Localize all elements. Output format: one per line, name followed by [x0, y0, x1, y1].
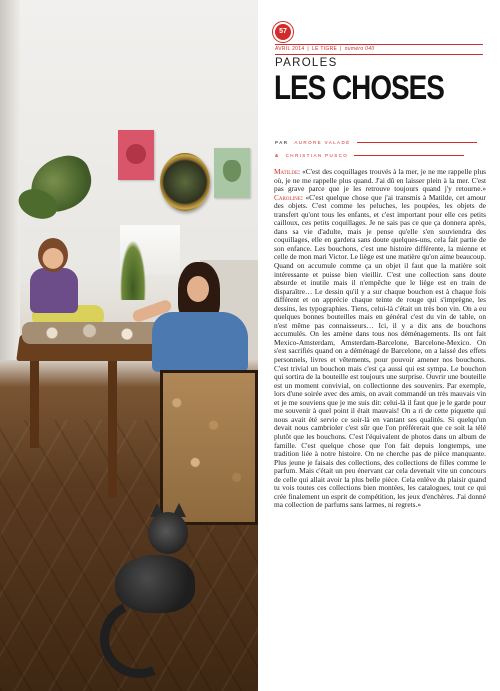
meta-magazine: LE TIGRE	[312, 46, 338, 52]
paragraph-text: : «C'est des coquillages trouvés à la mer, je ne me rappelle plus où, je ne me rappelle plus quand. J'ai dû en laisser plein à la mer. C'est pas grave parce que je les retrouve toujours quand j'y retourne.»	[274, 167, 486, 194]
seashell-collection	[22, 322, 172, 344]
author-name: AURORE VALADÉ	[294, 140, 351, 145]
author-name: CHRISTIAN PUSCO	[285, 153, 349, 158]
speaker-name: Matilde	[274, 167, 299, 176]
header-rule	[275, 54, 483, 55]
byline-author-2	[275, 153, 464, 158]
round-frame	[160, 153, 210, 211]
pink-poster	[118, 130, 154, 180]
meta-date: AVRIL 2014	[275, 46, 305, 52]
girl-body	[30, 268, 78, 313]
byline-author-1	[275, 140, 477, 145]
meta-issue: numéro 040	[344, 46, 375, 52]
page-number-badge: 57	[275, 24, 291, 40]
paragraph-text: : «C'est quelque chose que j'ai transmis à Matilde, cet amour des objets. C'est comme les peluches, les poupées, les objets de transfert qu'ont tous les enfants, et c'est important pour elle ces petits cailloux, ces petits coquillages. Je ne sais pas ce que ça donnera après, dans sa vie d'adulte, mais je pense qu'elle s'en souviendra des coquillages, elle en gardera sans doute quelques-uns, cela fait partie de son enfance. Les bouchons, c'est une histoire différente, la mienne et celle de mon mari Victor. Le liège est une matière qu'on aime beaucoup. Quand on accumule comme ça un objet il faut que la matière soit intéressante et puisse bien vieillir. C'est une collection sans doute absurde et inutile mais il n'empêche que le liège est en train de disparaître… Le dessin qu'il y a sur chaque bouchon est à chaque fois différent et on apprécie chaque teinte de rouge qui s'imprègne, les dessins, les typographies. Tiens, celui-là c'était un très bon vin. On a eu quelques bonnes bouteilles mais en général c'est du vin de table, on n'est même pas connaisseurs… Ici, il y a dix ans de bouchons accumulés. On les amène dans tous nos déménagements. Ils ont fait Mexico-Amsterdam, Amsterdam-Barcelone, Barcelone-Mexico. On s'est sacrifiés quand on a déménagé de Barcelone, on a laissé des effets personnels, livres et vêtements, pour pouvoir amener nos bouchons. C'est trivial un bouchon mais c'est ça aussi qui est sympa. Le bouchon qui sortira de la bouteille est toujours une surprise. Ouvrir une bouteille est un moment convivial, on collectionne des souvenirs. Par exemple, lors d'une soirée avec des amis, on avait commandé un très mauvais vin et je me souviens que je me suis dit: celui-là il faut que je le garde pour me souvenir à quel point il était mauvais! On a ri de cette piquette qui nous avait été servie ce soir-là en vantant ses qualités. Si quelqu'un devait nous cambrioler c'est sûr que l'on préférerait que ce soit la télé plutôt que les bouchons. C'est l'équivalent de photos dans un album de famille. C'est quelque chose que l'on fait depuis longtemps, une tradition liée à notre histoire. On ne cherche pas de pièce manquante. Plus jeune je faisais des collections, des collections de filles comme le parfum. Mais c'était un peu énervant car cela devenait vite un concours de celle qui allait avoir la plus belle pièce. Cela enlève du plaisir quand tu vois toutes ces collections bien montées, les catalogues, tout ce qui crée finalement un esprit de compétition, les jeux d'enchères. J'ai donné ma collection de parfums sans larmes, ni regrets.»	[274, 192, 487, 510]
table-leg	[108, 358, 117, 498]
cork-collection-box	[160, 370, 258, 525]
potted-plant	[120, 240, 146, 300]
article-body	[274, 168, 486, 510]
woman-body	[152, 312, 248, 372]
article-column	[272, 0, 492, 691]
issue-meta: AVRIL 2014 | LE TIGRE | numéro 040	[275, 46, 375, 52]
wall-shadow	[0, 0, 20, 360]
cat-head	[148, 512, 188, 554]
byline-ampersand: &	[275, 153, 280, 158]
header-rule	[275, 44, 483, 45]
woman-face	[187, 276, 209, 302]
speaker-name: Caroline	[274, 192, 301, 202]
girl-head	[38, 238, 68, 272]
cat-body	[115, 555, 195, 613]
byline-label: PAR	[275, 140, 289, 145]
table-leg	[30, 358, 39, 448]
article-title: LES CHOSES	[274, 69, 444, 107]
green-poster	[214, 148, 250, 198]
section-label: PAROLES	[275, 57, 338, 69]
